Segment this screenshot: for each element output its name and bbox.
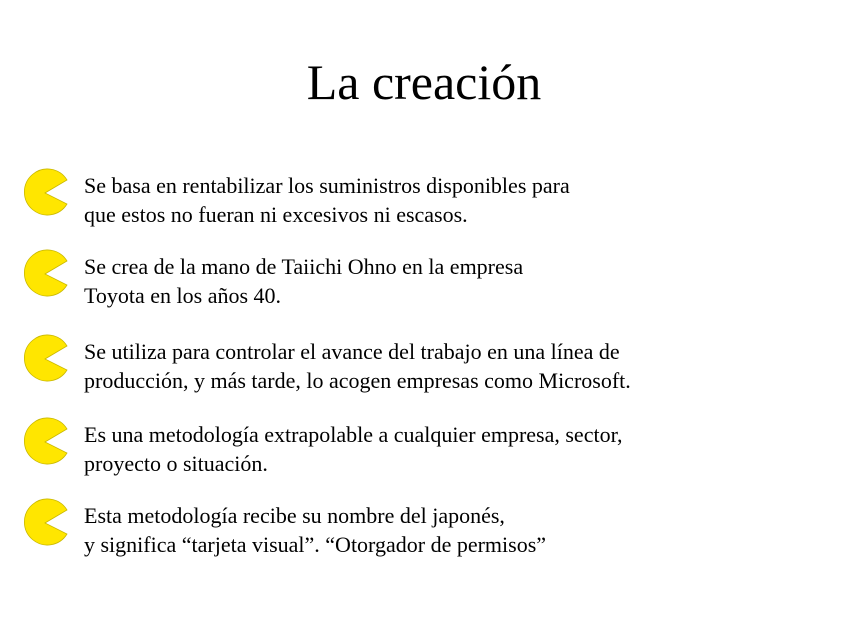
bullet-line: Es una metodología extrapolable a cualquier empresa, sector, (84, 422, 623, 447)
bullet-item (0, 333, 848, 413)
bullet-line: Se crea de la mano de Taiichi Ohno en la empresa (84, 254, 524, 279)
bullet-text (84, 252, 824, 310)
bullet-line: Esta metodología recibe su nombre del japonés, (84, 503, 505, 528)
pacman-icon (22, 333, 72, 383)
bullet-line: Toyota en los años 40. (84, 283, 282, 308)
bullet-text (84, 337, 824, 395)
pacman-icon (22, 416, 72, 466)
bullet-item (0, 167, 848, 247)
slide-title: La creación (306, 54, 542, 110)
bullet-line: que estos no fueran ni excesivos ni escasos. (84, 202, 468, 227)
bullet-text (84, 501, 824, 559)
bullet-item (0, 497, 848, 577)
pacman-icon (22, 167, 72, 217)
bullet-line: Se utiliza para controlar el avance del trabajo en una línea de (84, 339, 620, 364)
bullet-line: producción, y más tarde, lo acogen empresas como Microsoft. (84, 368, 631, 393)
bullet-text (84, 420, 824, 478)
bullet-line: proyecto o situación. (84, 451, 268, 476)
bullet-item (0, 416, 848, 496)
pacman-icon (22, 497, 72, 547)
pacman-icon (22, 248, 72, 298)
bullet-line: y significa “tarjeta visual”. “Otorgador de permisos” (84, 532, 547, 557)
bullet-line: Se basa en rentabilizar los suministros disponibles para (84, 173, 570, 198)
bullet-item (0, 248, 848, 328)
bullet-text (84, 171, 824, 229)
